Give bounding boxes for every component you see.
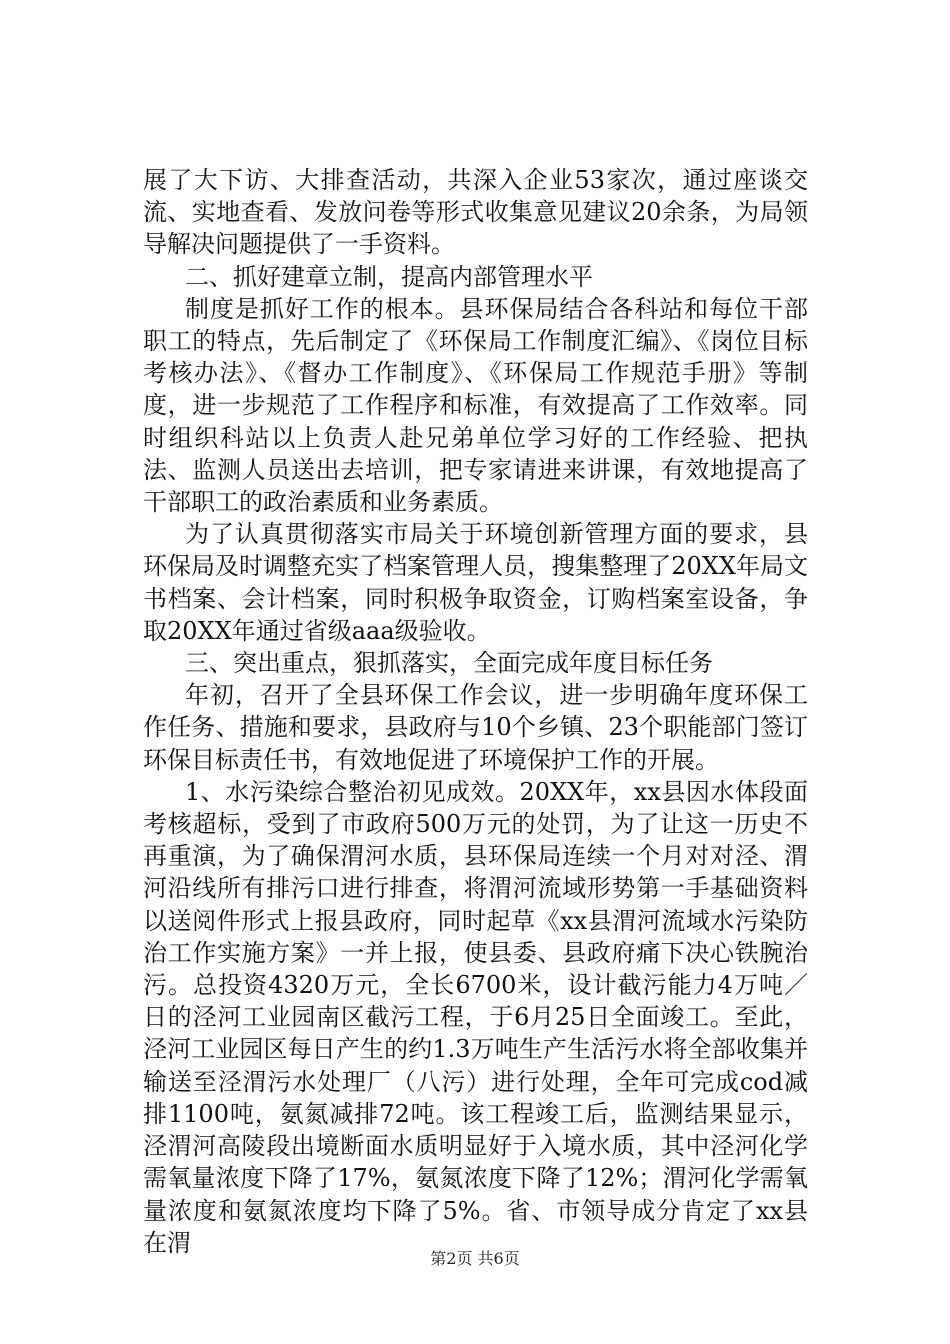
- document-body: [143, 164, 808, 1259]
- section-heading-3: 三、突出重点，狠抓落实，全面完成年度目标任务: [185, 649, 713, 678]
- paragraph-archives: 为了认真贯彻落实市局关于环境创新管理方面的要求，县环保局及时调整充实了档案管理人员，搜集整理了20XX年局文书档案、会计档案，同时积极争取资金，订购档案室设备，争取20XX年通过省级aaa级验收。: [143, 520, 808, 645]
- page-number-footer: 第2页 共6页: [430, 1249, 520, 1268]
- paragraph-annual-meeting: 年初，召开了全县环保工作会议，进一步明确年度环保工作任务、措施和要求，县政府与10个乡镇、23个职能部门签订环保目标责任书，有效地促进了环境保护工作的开展。: [143, 681, 808, 774]
- paragraph-regulations: 制度是抓好工作的根本。县环保局结合各科站和每位干部职工的特点，先后制定了《环保局工作制度汇编》、《岗位目标考核办法》、《督办工作制度》、《环保局工作规范手册》等制度，进一步规范了工作程序和标准，有效提高了工作效率。同时组织科站以上负责人赴兄弟单位学习好的工作经验、把执法、监测人员送出去培训，把专家请进来讲课，有效地提高了干部职工的政治素质和业务素质。: [143, 294, 808, 517]
- paragraph-water-pollution: 1、水污染综合整治初见成效。20XX年，xx县因水体段面考核超标，受到了市政府500万元的处罚，为了让这一历史不再重演，为了确保渭河水质，县环保局连续一个月对对泾、渭河沿线所有排污口进行排查，将渭河流域形势第一手基础资料以送阅件形式上报县政府，同时起草《xx县渭河流域水污染防治工作实施方案》一并上报，使县委、县政府痛下决心铁腕治污。总投资4320万元，全长6700米，设计截污能力4万吨／日的泾河工业园南区截污工程，于6月25日全面竣工。至此，泾河工业园区每日产生的约1.3万吨生产生活污水将全部收集并输送至泾渭污水处理厂（八污）进行处理，全年可完成cod减排1100吨，氨氮减排72吨。该工程竣工后，监测结果显示，泾渭河高陵段出境断面水质明显好于入境水质，其中泾河化学需氧量浓度下降了17%，氨氮浓度下降了12%；渭河化学需氧量浓度和氨氮浓度均下降了5%。省、市领导成分肯定了xx县在渭: [143, 777, 808, 1257]
- paragraph-continuation: 展了大下访、大排查活动，共深入企业53家次，通过座谈交流、实地查看、发放问卷等形式收集意见建议20余条，为局领导解决问题提供了一手资料。: [143, 166, 808, 259]
- section-heading-2: 二、抓好建章立制，提高内部管理水平: [185, 262, 593, 291]
